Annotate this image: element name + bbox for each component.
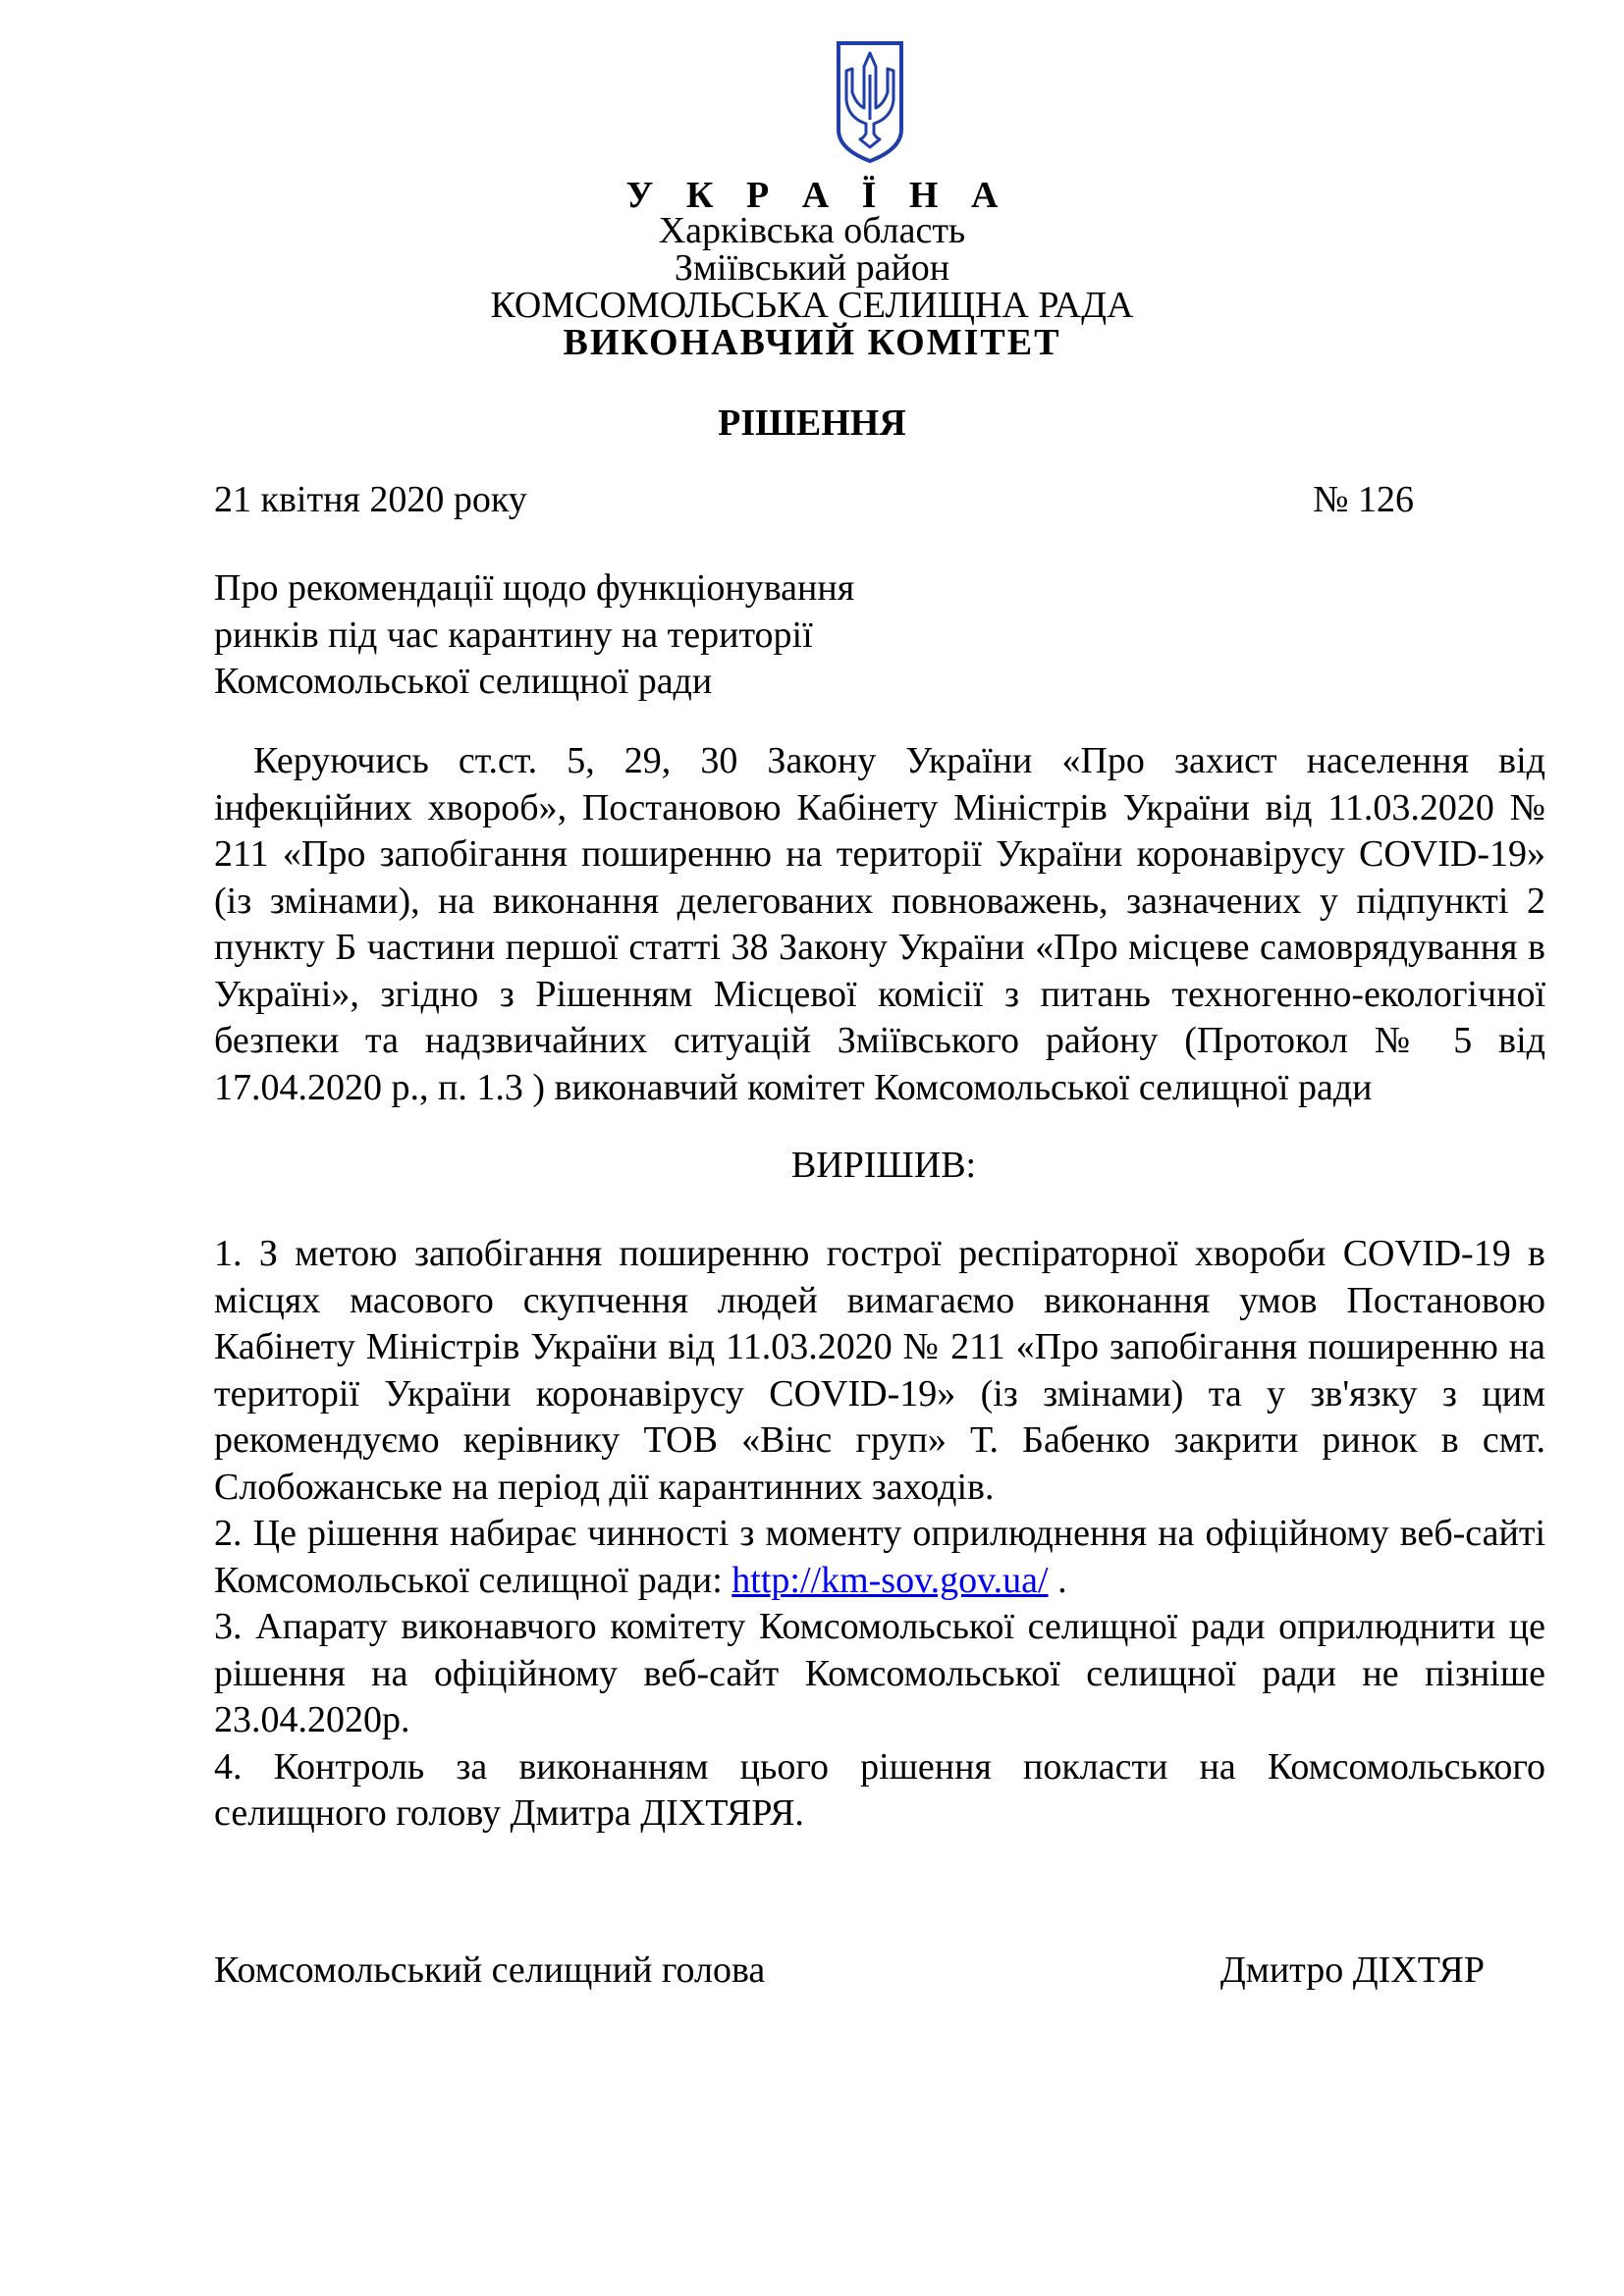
decided-heading: ВИРІШИВ: xyxy=(790,1145,977,1186)
document-date: 21 квітня 2020 року xyxy=(214,479,527,520)
date-number-row xyxy=(214,477,1414,524)
coat-of-arms-icon xyxy=(835,39,905,165)
document-type: РІШЕННЯ xyxy=(718,402,906,444)
region-line: Харківська область xyxy=(658,210,966,251)
council-line: КОМСОМОЛЬСЬКА СЕЛИЩНА РАДА xyxy=(490,285,1134,326)
decision-item-4: 4. Контроль за виконанням цього рішення покласти на Комсомольського селищного голову Дмитра ДІХТЯРЯ. xyxy=(214,1745,1545,1834)
subject-line: Комсомольської селищної ради xyxy=(214,661,713,702)
district-line: Зміївський район xyxy=(674,247,950,289)
subject-line: Про рекомендації щодо функціонування xyxy=(214,567,855,609)
website-link[interactable]: http://km-sov.gov.ua/ xyxy=(731,1559,1049,1601)
preamble-paragraph: Керуючись ст.ст. 5, 29, 30 Закону України «Про захист населення від інфекційних хвороб», Постановою Кабінету Міністрів України від 11.03.2020 № 211 «Про запобігання поширенню на території України коронавірусу COVID-19» (із змінами), на виконання делегованих повноважень, зазначених у підпункті 2 пункту Б частини першої статті 38 Закону України «Про місцеве самоврядування в Україні», згідно з Рішенням Місцевої комісії з питань техногенно-екологічної безпеки та надзвичайних ситуацій Зміївського району (Протокол № 5 від 17.04.2020 р., п. 1.3 ) виконавчий комітет Комсомольської селищної ради xyxy=(214,740,1545,1108)
document-number: № 126 xyxy=(1313,479,1414,520)
document-subject xyxy=(214,565,1098,706)
decision-item-3: 3. Апарату виконавчого комітету Комсомольської селищної ради оприлюднити це рішення на офіційному веб-сайт Комсомольської селищної ради не пізніше 23.04.2020р. xyxy=(214,1606,1545,1740)
item-2-end: . xyxy=(1048,1559,1067,1601)
country-title: У К Р А Ї Н А xyxy=(625,175,1010,216)
decision-item-2 xyxy=(214,1511,1545,1604)
decision-item-1: 1. З метою запобігання поширенню гострої респіраторної хвороби COVID-19 в місцях масового скупчення людей вимагаємо виконання умов Постановою Кабінету Міністрів України від 11.03.2020 № 211 «Про запобігання поширенню на території України коронавірусу COVID-19» (із змінами) та у зв'язку з цим рекомендуємо керівнику ТОВ «Вінс груп» Т. Бабенко закрити ринок в смт. Слобожанське на період дії карантинних заходів. xyxy=(214,1233,1545,1508)
subject-line: ринків під час карантину на території xyxy=(214,614,813,656)
item-2-text: 2. Це рішення набирає чинності з моменту оприлюднення на офіційному веб-сайті Комсомольської селищної ради: xyxy=(214,1513,1545,1601)
signatory-position: Комсомольський селищний голова xyxy=(214,1949,766,1991)
committee-line: ВИКОНАВЧИЙ КОМІТЕТ xyxy=(563,322,1061,363)
signatory-name: Дмитро ДІХТЯР xyxy=(1219,1949,1485,1991)
decision-items xyxy=(214,1231,1545,1838)
